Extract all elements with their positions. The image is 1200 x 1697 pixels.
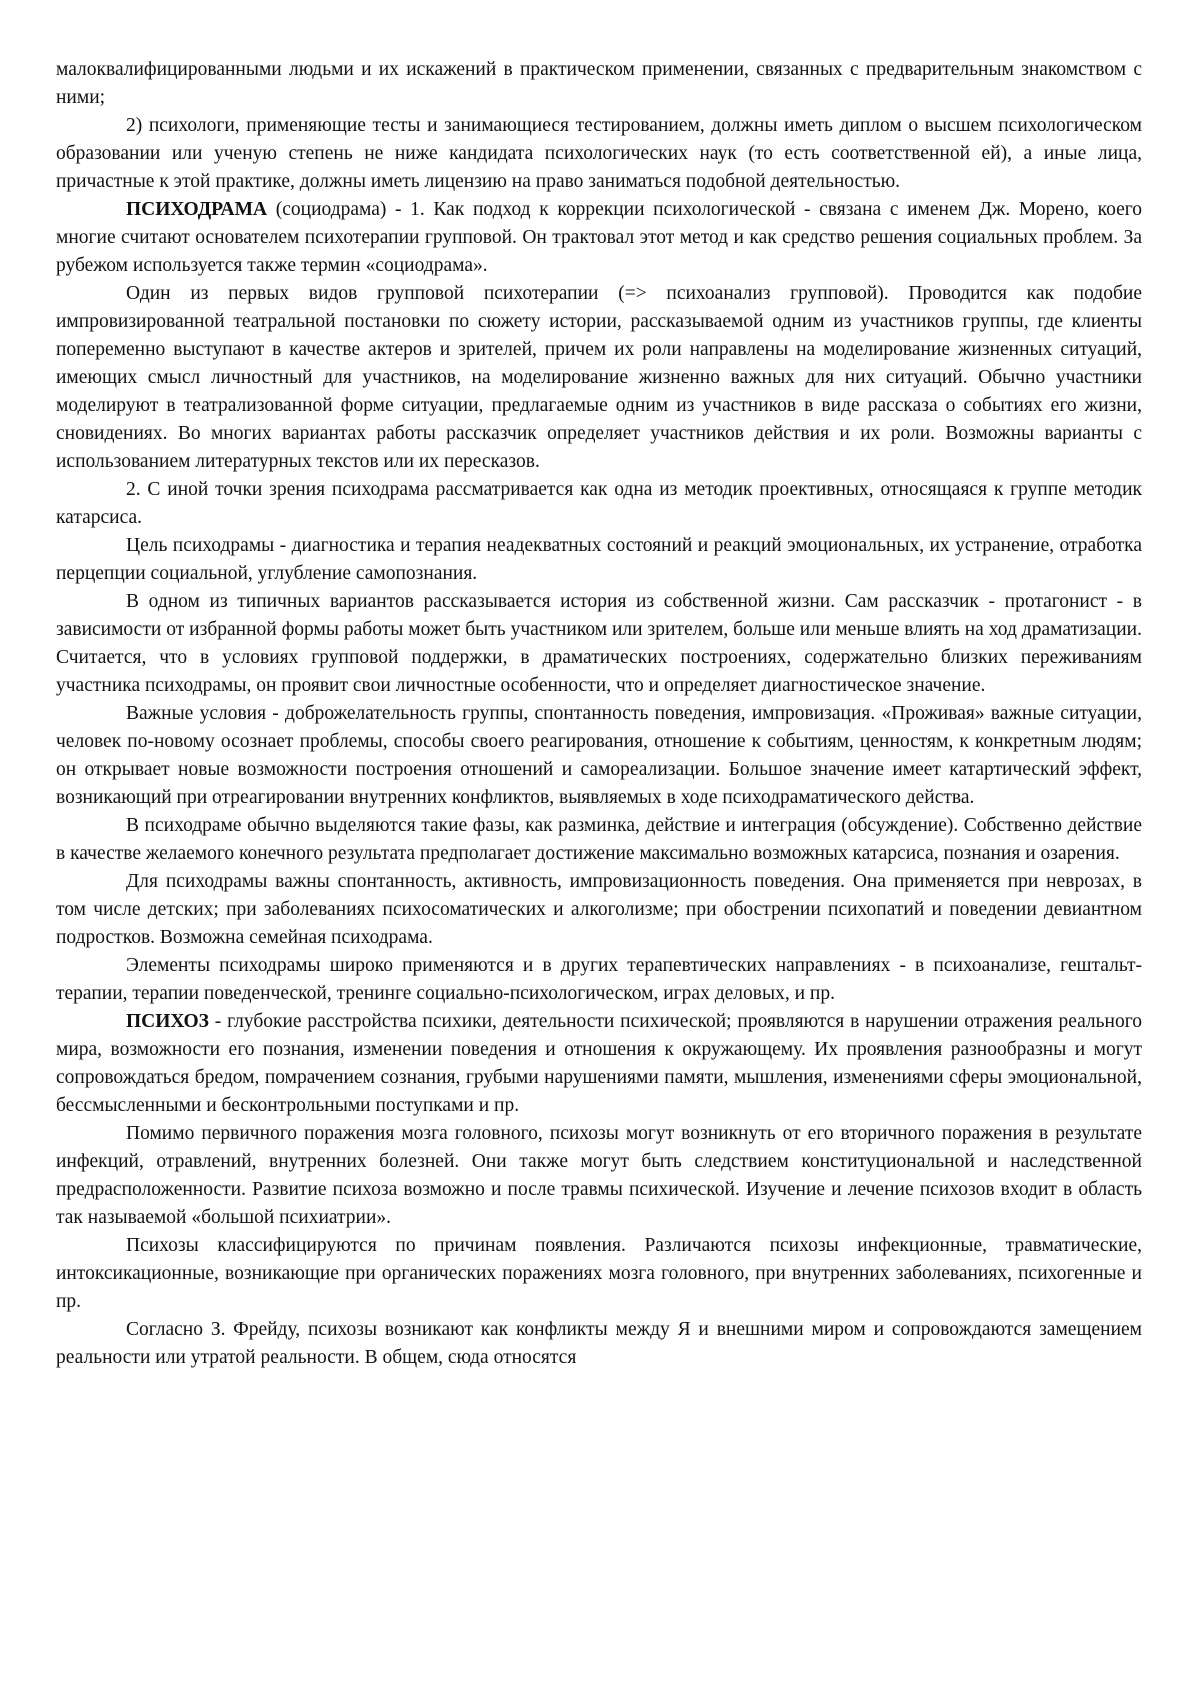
entry-psychosis [56, 1008, 1142, 1120]
entry-definition: - глубокие расстройства психики, деятельности психической; проявляются в нарушении отражения реального мира, возможности его познания, изменении поведения и отношения к окружающему. Их проявления разнообразны и могут сопровождаться бредом, помрачением сознания, грубыми нарушениями памяти, мышления, изменениями сферы эмоциональной, бессмысленными и бесконтрольными поступками и пр. [56, 1011, 1142, 1116]
paragraph-10 [56, 868, 1142, 952]
paragraph-6 [56, 532, 1142, 588]
paragraph-text: Важные условия - доброжелательность группы, спонтанность поведения, импровизация. «Проживая» важные ситуации, человек по-новому осознает проблемы, способы своего реагирования, отношение к событиям, ценностям, к конкретным людям; он открывает новые возможности построения отношений и самореализации. Большое значение имеет катартический эффект, возникающий при отреагировании внутренних конфликтов, выявляемых в ходе психодраматического действа. [56, 703, 1142, 808]
paragraph-15 [56, 1316, 1142, 1372]
entry-psychodrama [56, 196, 1142, 280]
paragraph-text: В психодраме обычно выделяются такие фазы, как разминка, действие и интеграция (обсуждение). Собственно действие в качестве желаемого конечного результата предполагает достижение максимально возможных катарсиса, познания и озарения. [56, 815, 1142, 864]
paragraph-2 [56, 112, 1142, 196]
paragraph-text: Для психодрамы важны спонтанность, активность, импровизационность поведения. Она применяется при неврозах, в том числе детских; при заболеваниях психосоматических и алкоголизме; при обострении психопатий и поведении девиантном подростков. Возможна семейная психодрама. [56, 871, 1142, 948]
paragraph-4 [56, 280, 1142, 476]
paragraph-5 [56, 476, 1142, 532]
paragraph-1 [56, 56, 1142, 112]
document-page [56, 56, 1142, 1372]
paragraph-11 [56, 952, 1142, 1008]
paragraph-text: 2. С иной точки зрения психодрама рассматривается как одна из методик проективных, относящаяся к группе методик катарсиса. [56, 479, 1142, 528]
paragraph-text: Согласно З. Фрейду, психозы возникают как конфликты между Я и внешними миром и сопровождаются замещением реальности или утратой реальности. В общем, сюда относятся [56, 1319, 1142, 1368]
entry-definition: (социодрама) - 1. Как подход к коррекции психологической - связана с именем Дж. Морено, коего многие считают основателем психотерапии групповой. Он трактовал этот метод и как средство решения социальных проблем. За рубежом используется также термин «социодрама». [56, 199, 1142, 276]
paragraph-7 [56, 588, 1142, 700]
paragraph-text: Психозы классифицируются по причинам появления. Различаются психозы инфекционные, травматические, интоксикационные, возникающие при органических поражениях мозга головного, при внутренних заболеваниях, психогенные и пр. [56, 1235, 1142, 1312]
paragraph-text: Цель психодрамы - диагностика и терапия неадекватных состояний и реакций эмоциональных, их устранение, отработка перцепции социальной, углубление самопознания. [56, 535, 1142, 584]
entry-term: ПСИХОДРАМА [126, 199, 267, 220]
paragraph-text: 2) психологи, применяющие тесты и занимающиеся тестированием, должны иметь диплом о высшем психологическом образовании или ученую степень не ниже кандидата психологических наук (то есть соответственной ей), а иные лица, причастные к этой практике, должны иметь лицензию на право заниматься подобной деятельностью. [56, 115, 1142, 192]
paragraph-text: Один из первых видов групповой психотерапии (=> психоанализ групповой). Проводится как подобие импровизированной театральной постановки по сюжету истории, рассказываемой одним из участников группы, где клиенты попеременно выступают в качестве актеров и зрителей, причем их роли направлены на моделирование жизненных ситуаций, имеющих смысл личностный для участников, на моделирование жизненно важных для них ситуаций. Обычно участники моделируют в театрализованной форме ситуации, предлагаемые одним из участников в виде рассказа о событиях его жизни, сновидениях. Во многих вариантах работы рассказчик определяет участников действия и их роли. Возможны варианты с использованием литературных текстов или их пересказов. [56, 283, 1142, 472]
paragraph-text: Элементы психодрамы широко применяются и в других терапевтических направлениях - в психоанализе, гештальт-терапии, терапии поведенческой, тренинге социально-психологическом, играх деловых, и пр. [56, 955, 1142, 1004]
paragraph-8 [56, 700, 1142, 812]
paragraph-9 [56, 812, 1142, 868]
paragraph-13 [56, 1120, 1142, 1232]
entry-term: ПСИХОЗ [126, 1011, 209, 1032]
paragraph-14 [56, 1232, 1142, 1316]
paragraph-text: В одном из типичных вариантов рассказывается история из собственной жизни. Сам рассказчик - протагонист - в зависимости от избранной формы работы может быть участником или зрителем, больше или меньше влиять на ход драматизации. Считается, что в условиях групповой поддержки, в драматических построениях, содержательно близких переживаниям участника психодрамы, он проявит свои личностные особенности, что и определяет диагностическое значение. [56, 591, 1142, 696]
paragraph-text: Помимо первичного поражения мозга головного, психозы могут возникнуть от его вторичного поражения в результате инфекций, отравлений, внутренних болезней. Они также могут быть следствием конституциональной и наследственной предрасположенности. Развитие психоза возможно и после травмы психической. Изучение и лечение психозов входит в область так называемой «большой психиатрии». [56, 1123, 1142, 1228]
paragraph-text: малоквалифицированными людьми и их искажений в практическом применении, связанных с предварительным знакомством с ними; [56, 59, 1142, 108]
